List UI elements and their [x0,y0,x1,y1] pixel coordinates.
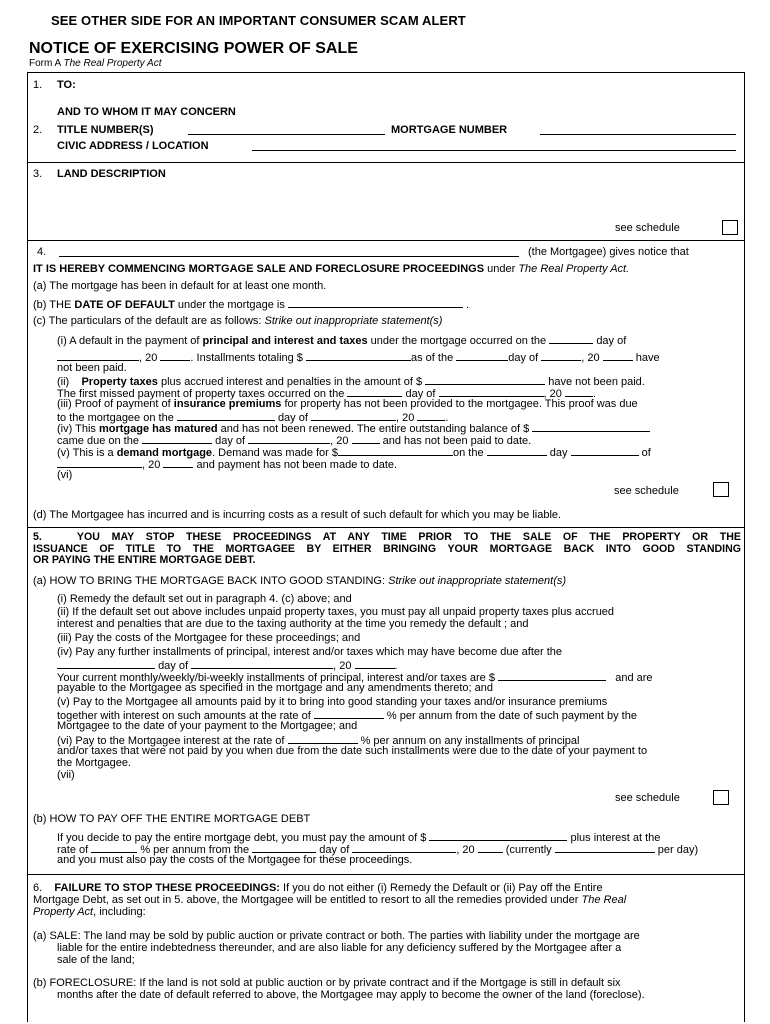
iv-pre: (iv) This [57,423,96,435]
i-post: under the mortgage occurred on the [370,335,547,347]
s5-b2-dayof: day of [319,844,350,856]
mortgage-number-label: MORTGAGE NUMBER [391,124,508,136]
commencing-statement [33,263,629,276]
s6-item-b-line2: months after the date of default referred to above, the Mortgagee may apply to become the owner of the land (foreclose). [57,989,645,1001]
s6-line1-post: If you do not either (i) Remedy the Default or (ii) Pay off the Entire [283,882,603,894]
commencing-act: The Real Property Act. [518,263,630,275]
s6-line2-italic: The Real [581,894,627,906]
ii-month-field[interactable] [439,386,544,397]
s5-item-iv-line2: day of , 20 . [57,658,398,673]
s2-number: 2. [33,124,43,136]
s6-item-a-line1: (a) SALE: The land may be sold by public auction or private contract or both. The parties with liability under the mortgage are [33,930,640,942]
form-subtitle [29,58,161,69]
s4-item-ii-line2: The first missed payment of property taxes occurred on the day of , 20 . [57,388,596,400]
i2-20: , 20 [139,352,158,364]
s5-item-i: (i) Remedy the default set out in paragraph 4. (c) above; and [57,593,352,605]
s6-line2-pre: Mortgage Debt, as set out in 5. above, the Mortgagee will be entitled to resort to all the remedies provided under [33,894,579,906]
s4-item-b: (b) THE DATE OF DEFAULT under the mortgage is . [33,299,470,311]
iii-year-field[interactable] [417,410,445,421]
s5-v2-post: % per annum from the date of such payment by the [386,710,637,722]
s6-line3 [33,906,146,919]
s5-iv-month-field[interactable] [191,658,333,669]
s5-b1-pre: If you decide to pay the entire mortgage debt, you must pay the amount of $ [57,832,427,844]
s6-item-b-line1: (b) FORECLOSURE: If the land is not sold at public auction or by private contract and if the Mortgage is still in default six [33,977,621,989]
s5-heading [33,532,741,567]
iv-month-field[interactable] [248,433,330,444]
commencing-under: under [487,263,516,275]
i2-asof: as of the [411,352,454,364]
document-title: NOTICE OF EXERCISING POWER OF SALE [29,40,358,57]
s5-item-v-line3: Mortgagee to the date of your payment to the Mortgagee; and [57,720,358,732]
ii-post: plus accrued interest and penalties in the amount of $ [160,376,423,388]
civic-address-label: CIVIC ADDRESS / LOCATION [57,140,209,152]
divider [27,874,745,875]
v2-post: and payment has not been made to date. [196,459,398,471]
s5a-italic: Strike out inappropriate statement(s) [388,575,567,587]
s5-vi1-post: % per annum on any installments of principal [360,735,580,747]
v-day: day [549,447,568,459]
i-asof-day-field[interactable] [456,350,508,361]
s5-heading-line1: YOU MAY STOP THESE PROCEEDINGS AT ANY TIME PRIOR TO THE SALE OF THE PROPERTY OR THE [76,531,741,543]
iv-bold: mortgage has matured [98,423,218,435]
i2-installments: . Installments totaling $ [190,352,303,364]
divider [27,240,745,241]
s5a-pre: (a) HOW TO BRING THE MORTGAGE BACK INTO GOOD STANDING: [33,575,386,587]
i-asof-month-field[interactable] [541,350,581,361]
form-act: The Real Property Act [63,58,162,69]
v-onthe: on the [453,447,484,459]
v-post: . Demand was made for $ [212,447,339,459]
s5-item-vi-line3: the Mortgagee. [57,757,131,769]
s4-item-v-line2 [57,457,397,472]
s5-heading-line3: OR PAYING THE ENTIRE MORTGAGE DEBT. [33,554,256,566]
i-pre: (i) A default in the payment of [57,335,200,347]
s5-iv3: Your current monthly/weekly/bi-weekly installments of principal, interest and/or taxes are $ [57,672,495,684]
s5-b1-post: plus interest at the [570,832,661,844]
payoff-day-field[interactable] [252,842,316,853]
s6-line3-post: , including: [93,906,146,918]
c-pre: (c) The particulars of the default are as follows: [33,315,262,327]
ii2-dayof: day of [405,388,436,400]
s5-item-ii-line2: interest and penalties that are due to the taxing authority at the time you remedy the default ; and [57,618,529,630]
s4-item-c [33,315,442,328]
s5-b2-pre: rate of [57,844,89,856]
s5-v-rate-field[interactable] [314,708,384,719]
iii-day-field[interactable] [177,410,275,421]
s4-item-i-line3: not been paid. [57,362,127,374]
s5-iv2-dayof: day of [158,660,189,672]
s3-schedule-checkbox[interactable] [722,220,738,235]
s5-item-iv-line1: (iv) Pay any further installments of principal, interest and/or taxes which may have become due after the [57,646,563,658]
s3-see-schedule: see schedule [615,222,680,234]
mortgagee-name-field[interactable] [59,246,519,257]
s3-number: 3. [33,168,43,180]
i-dayof: day of [596,335,627,347]
ii-amount-field[interactable] [425,374,545,385]
v-date-field[interactable] [57,457,142,468]
iii2-pre: to the mortgagee on the [57,412,174,424]
s4-item-d: (d) The Mortgagee has incurred and is incurring costs as a result of such default for which you may be liable. [33,509,562,521]
s4-schedule-checkbox[interactable] [713,482,729,497]
s4-see-schedule: see schedule [614,485,679,497]
ii-year-field[interactable] [565,386,593,397]
iii2-20: , 20 [395,412,415,424]
s4-item-vi: (vi) [57,469,73,481]
s4-item-a: (a) The mortgage has been in default for at least one month. [33,280,327,292]
iii-post: for property has not been provided to the mortgagee. This proof was due [284,398,638,410]
s6-line3-italic: Property Act [33,906,94,918]
s5-iv-day-field[interactable] [57,658,155,669]
iii-pre: (iii) Proof of payment of [57,398,171,410]
i2-dayof: day of [508,352,539,364]
s6-item-a-line3: sale of the land; [57,954,135,966]
s5-b2-mid: % per annum from the [140,844,250,856]
civic-address-field[interactable] [252,140,736,151]
s5-iv-year-field[interactable] [355,658,395,669]
s5-heading-line2: ISSUANCE OF TITLE TO THE MORTGAGEE BY EITHER BRINGING YOUR MORTGAGE BACK INTO GOOD STANDING [33,542,741,555]
ii-end: have not been paid. [548,376,645,388]
ii2-pre: The first missed payment of property taxes occurred on the [57,388,345,400]
mortgagee-gives-notice: (the Mortgagee) gives notice that [528,246,689,258]
i-year-field[interactable] [160,350,190,361]
s5-item-vi-line2: and/or taxes that were not paid by you when due from the date such installments were due to the date of your payment to [57,745,648,757]
iii-bold: insurance premiums [173,398,282,410]
v-month-field[interactable] [571,445,639,456]
iv2-pre: came due on the [57,435,139,447]
s5-see-schedule: see schedule [615,792,680,804]
payoff-year-field[interactable] [478,842,503,853]
payoff-rate-field[interactable] [91,842,137,853]
iv-year-field[interactable] [352,433,380,444]
iv-day-field[interactable] [142,433,212,444]
s1-number: 1. [33,79,43,91]
s5-iv3-end: and are [615,672,653,684]
s5-number: 5. [33,531,42,543]
default-date-field[interactable] [288,297,463,308]
s5-item-iii: (iii) Pay the costs of the Mortgagee for these proceedings; and [57,632,361,644]
s5-item-iv-line4: payable to the Mortgagee as specified in the mortgage and any amendments thereto; and [57,682,494,694]
v-bold: demand mortgage [116,447,213,459]
s5-vi-rate-field[interactable] [288,733,358,744]
payoff-amount-field[interactable] [429,830,567,841]
land-description-label: LAND DESCRIPTION [57,168,166,180]
s5-item-b-line3: and you must also pay the costs of the Mortgagee for these proceedings. [57,854,413,866]
s1-concern: AND TO WHOM IT MAY CONCERN [57,106,236,118]
form-prefix: Form A [29,58,61,69]
title-number-label: TITLE NUMBER(S) [57,124,154,136]
s5-schedule-checkbox[interactable] [713,790,729,805]
i-day-field[interactable] [549,333,593,344]
s5-b2-end: per day) [657,844,699,856]
ii-bold: Property taxes [81,376,158,388]
i-asof-year-field[interactable] [603,350,633,361]
installment-amount-field[interactable] [498,670,606,681]
b-pre: (b) THE [33,299,72,311]
s5-item-a [33,575,566,588]
s4-item-iii-line2: to the mortgagee on the day of , 20 . [57,412,449,424]
s1-to-label: TO: [57,79,76,91]
iv-balance-field[interactable] [532,421,650,432]
v-day-field[interactable] [487,445,547,456]
iv2-post: and has not been paid to date. [382,435,532,447]
i2-20b: , 20 [581,352,600,364]
s5-v2-pre: together with interest on such amounts at the rate of [57,710,311,722]
ii-day-field[interactable] [347,386,402,397]
divider [27,162,745,163]
title-number-field[interactable] [188,124,385,135]
s6-item-a-line2: liable for the entire indebtedness thereunder, and are also liable for any deficiency suffered by the Mortgagee after a [57,942,622,954]
s4-number: 4. [37,246,47,258]
i2-have: have [635,352,660,364]
mortgage-number-field[interactable] [540,124,736,135]
s4-item-i [57,333,626,348]
b-bold: DATE OF DEFAULT [74,299,175,311]
scam-alert-heading: SEE OTHER SIDE FOR AN IMPORTANT CONSUMER SCAM ALERT [51,13,466,28]
b-post: under the mortgage is [177,299,285,311]
s6-number: 6. [33,882,43,894]
ii2-20: , 20 [543,388,562,400]
s6-bold: FAILURE TO STOP THESE PROCEEDINGS: [54,882,280,894]
commencing-bold: IT IS HEREBY COMMENCING MORTGAGE SALE AND FORECLOSURE PROCEEDINGS [33,263,485,275]
iv-post: and has not been renewed. The entire outstanding balance of $ [220,423,530,435]
s4-item-i-line2 [57,350,660,365]
v-of: of [641,447,651,459]
s5-b2-curr: (currently [505,844,552,856]
ii-pre: (ii) [57,376,70,388]
iii-month-field[interactable] [311,410,396,421]
divider [27,527,745,528]
s5-b2-20: , 20 [456,844,475,856]
s5-item-b: (b) HOW TO PAY OFF THE ENTIRE MORTGAGE DEBT [33,813,311,825]
per-day-field[interactable] [555,842,655,853]
i-amount-field[interactable] [306,350,411,361]
c-italic: Strike out inappropriate statement(s) [264,315,443,327]
payoff-month-field[interactable] [352,842,456,853]
v-amount-field[interactable] [338,445,453,456]
s5-item-vii: (vii) [57,769,75,781]
iv2-dayof: day of [215,435,246,447]
iii2-dayof: day of [277,412,308,424]
iv2-20: , 20 [330,435,349,447]
v-year-field[interactable] [163,457,193,468]
s5-vi1-pre: (vi) Pay to the Mortgagee interest at the rate of [57,735,285,747]
s5-iv2-20: , 20 [333,660,352,672]
i-month-field[interactable] [57,350,139,361]
s5-item-ii-line1: (ii) If the default set out above includes unpaid property taxes, you must pay all unpaid property taxes plus accrued [57,606,615,618]
v-pre: (v) This is a [57,447,114,459]
i-bold: principal and interest and taxes [202,335,368,347]
v2-20: , 20 [142,459,161,471]
s5-item-v-line1: (v) Pay to the Mortgagee all amounts paid by it to bring into good standing your taxes and/or insurance premiums [57,696,608,708]
